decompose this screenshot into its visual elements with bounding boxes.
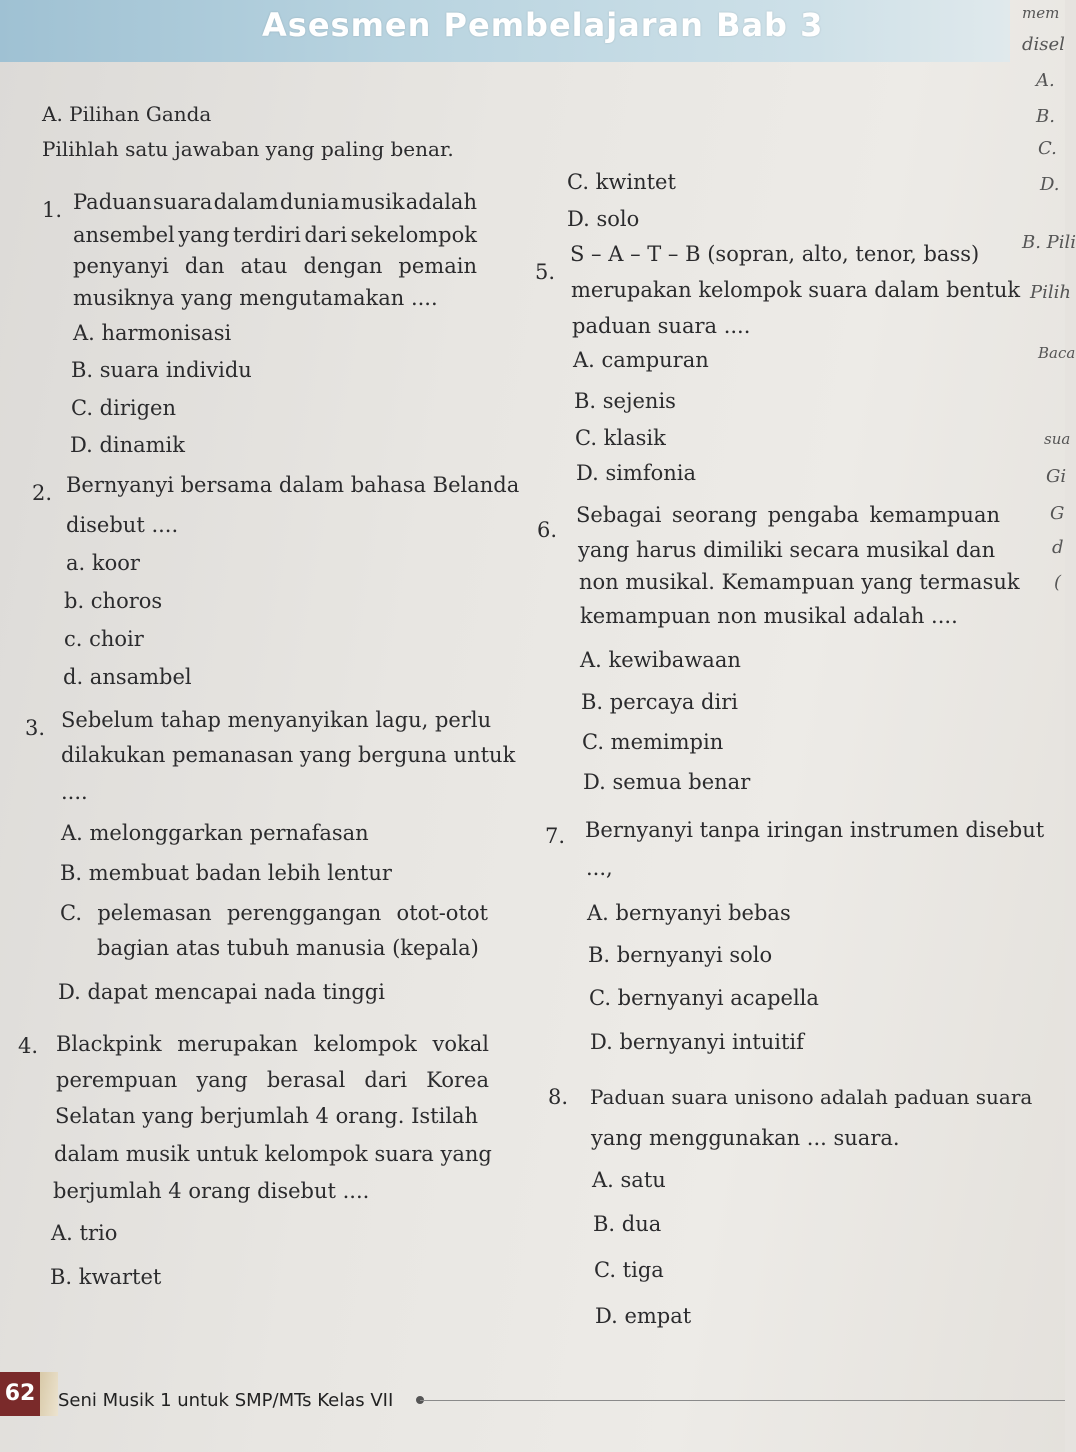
margin-fragment: sua <box>1044 430 1071 448</box>
word: yang <box>178 223 230 247</box>
question-text-line: Bernyanyi bersama dalam bahasa Belanda <box>66 473 520 497</box>
word: dunia <box>279 190 340 214</box>
word: Blackpink <box>56 1032 162 1056</box>
question-text-line <box>56 1070 489 1091</box>
question-text-line: dilakukan pemanasan yang berguna untuk <box>61 743 516 767</box>
book-title: Seni Musik 1 untuk SMP/MTs Kelas VII <box>58 1390 394 1411</box>
margin-fragment: disel <box>1022 34 1065 55</box>
word: musik <box>340 190 405 214</box>
option-d[interactable]: D. bernyanyi intuitif <box>590 1030 804 1054</box>
word: merupakan <box>177 1032 298 1056</box>
question-text-line: musiknya yang mengutamakan .... <box>73 286 438 310</box>
option-b[interactable]: B. bernyanyi solo <box>588 943 773 967</box>
margin-fragment: d <box>1052 537 1064 558</box>
page-number: 62 <box>0 1372 40 1416</box>
question-text-line: S – A – T – B (sopran, alto, tenor, bass) <box>570 242 980 266</box>
word: kemampuan <box>869 503 1000 527</box>
option-b[interactable]: B. membuat badan lebih lentur <box>60 861 392 885</box>
question-text-line <box>73 225 477 246</box>
word: pemain <box>398 254 477 278</box>
option-a[interactable]: A. trio <box>51 1221 118 1245</box>
word: Sebagai <box>576 503 662 527</box>
option-d[interactable]: d. ansambel <box>63 665 192 689</box>
option-c[interactable]: c. choir <box>64 627 144 651</box>
margin-fragment: Pilih <box>1030 282 1071 303</box>
option-a[interactable]: A. kewibawaan <box>580 648 741 672</box>
option-c[interactable] <box>60 903 488 924</box>
word: penyanyi <box>73 254 169 278</box>
option-c[interactable]: C. dirigen <box>71 396 176 420</box>
option-b[interactable]: B. percaya diri <box>581 690 738 714</box>
option-d[interactable]: D. solo <box>567 207 640 231</box>
margin-fragment: B. <box>1036 106 1055 127</box>
option-b[interactable]: b. choros <box>64 589 163 613</box>
section-instruction: Pilihlah satu jawaban yang paling benar. <box>42 137 454 161</box>
margin-fragment: Gi <box>1046 466 1067 487</box>
option-c[interactable]: C. memimpin <box>582 730 724 754</box>
footer-rule <box>420 1400 1065 1401</box>
option-a[interactable]: a. koor <box>66 551 140 575</box>
margin-fragment: C. <box>1038 138 1057 159</box>
word: dengan <box>303 254 383 278</box>
option-a[interactable]: A. melonggarkan pernafasan <box>61 821 369 845</box>
option-b[interactable]: B. sejenis <box>574 389 676 413</box>
question-text-line: paduan suara .... <box>572 314 751 338</box>
question-number: 6. <box>537 518 558 542</box>
word: otot-otot <box>396 901 488 925</box>
option-c[interactable]: C. kwintet <box>567 170 676 194</box>
question-text-line <box>576 505 1000 526</box>
word: dalam <box>213 190 279 214</box>
option-b[interactable]: B. suara individu <box>71 358 252 382</box>
question-text-line: disebut .... <box>66 513 179 537</box>
option-b[interactable]: B. kwartet <box>50 1265 162 1289</box>
margin-fragment: G <box>1050 503 1065 524</box>
word: vokal <box>432 1032 489 1056</box>
question-text-line: kemampuan non musikal adalah .... <box>580 604 958 628</box>
question-text-line: Selatan yang berjumlah 4 orang. Istilah <box>55 1104 479 1128</box>
option-d[interactable]: D. dinamik <box>70 433 185 457</box>
word: dari <box>364 1068 408 1092</box>
question-text-line <box>73 256 477 277</box>
option-d[interactable]: D. semua benar <box>583 770 751 794</box>
word: pengaba <box>767 503 860 527</box>
margin-fragment: mem <box>1022 4 1060 22</box>
word: sekelompok <box>350 223 477 247</box>
question-text-line <box>73 192 477 213</box>
question-number: 7. <box>545 824 566 848</box>
option-c[interactable]: C. tiga <box>594 1258 664 1282</box>
word: adalah <box>405 190 477 214</box>
question-text-line: Paduan suara unisono adalah paduan suara <box>590 1085 1033 1109</box>
question-text-line: .... <box>61 780 88 804</box>
header-banner <box>0 0 1010 62</box>
question-number: 8. <box>548 1085 569 1109</box>
question-text-line <box>56 1034 489 1055</box>
option-a[interactable]: A. satu <box>592 1168 666 1192</box>
word: berasal <box>266 1068 346 1092</box>
word: ansembel <box>73 223 175 247</box>
word: terdiri <box>233 223 301 247</box>
word: kelompok <box>313 1032 417 1056</box>
word: seorang <box>671 503 758 527</box>
question-text-line: Bernyanyi tanpa iringan instrumen disebut <box>585 818 1045 842</box>
question-text-line: yang harus dimiliki secara musikal dan <box>578 538 996 562</box>
question-number: 3. <box>25 716 46 740</box>
option-d[interactable]: D. simfonia <box>576 461 697 485</box>
option-c[interactable]: C. klasik <box>575 426 666 450</box>
question-number: 5. <box>535 260 556 284</box>
margin-fragment: Baca <box>1038 344 1076 362</box>
page-title: Asesmen Pembelajaran Bab 3 <box>262 6 824 44</box>
margin-fragment: B. Pili <box>1022 232 1076 253</box>
footer-decoration <box>40 1372 58 1416</box>
word: atau <box>240 254 288 278</box>
section-title: A. Pilihan Ganda <box>42 102 212 126</box>
question-text-line: dalam musik untuk kelompok suara yang <box>54 1142 492 1166</box>
option-a[interactable]: A. harmonisasi <box>73 321 232 345</box>
word: dan <box>184 254 225 278</box>
question-text-line: merupakan kelompok suara dalam bentuk <box>571 278 1021 302</box>
margin-fragment: A. <box>1036 70 1055 91</box>
question-text-line: ..., <box>586 856 613 880</box>
word: yang <box>196 1068 248 1092</box>
word: Paduan <box>73 190 152 214</box>
option-a[interactable]: A. bernyanyi bebas <box>587 901 791 925</box>
word: dari <box>304 223 348 247</box>
option-c[interactable]: C. bernyanyi acapella <box>589 986 819 1010</box>
word: C. <box>60 901 82 925</box>
question-text-line: Sebelum tahap menyanyikan lagu, perlu <box>61 708 492 732</box>
question-text-line: yang menggunakan ... suara. <box>591 1126 900 1150</box>
option-d[interactable]: D. empat <box>595 1304 692 1328</box>
word: perempuan <box>56 1068 178 1092</box>
word: perenggangan <box>226 901 382 925</box>
option-c-continuation: bagian atas tubuh manusia (kepala) <box>97 936 479 960</box>
question-text-line: non musikal. Kemampuan yang termasuk <box>579 570 1020 594</box>
word: pelemasan <box>97 901 212 925</box>
question-number: 2. <box>32 481 53 505</box>
question-number: 1. <box>42 198 63 222</box>
word: suara <box>152 190 213 214</box>
question-number: 4. <box>18 1034 39 1058</box>
option-d[interactable]: D. dapat mencapai nada tinggi <box>58 980 385 1004</box>
margin-fragment: D. <box>1040 174 1060 195</box>
question-text-line: berjumlah 4 orang disebut .... <box>53 1179 370 1203</box>
margin-fragment: ( <box>1054 572 1062 593</box>
option-a[interactable]: A. campuran <box>573 348 709 372</box>
word: Korea <box>426 1068 489 1092</box>
option-b[interactable]: B. dua <box>593 1212 662 1236</box>
